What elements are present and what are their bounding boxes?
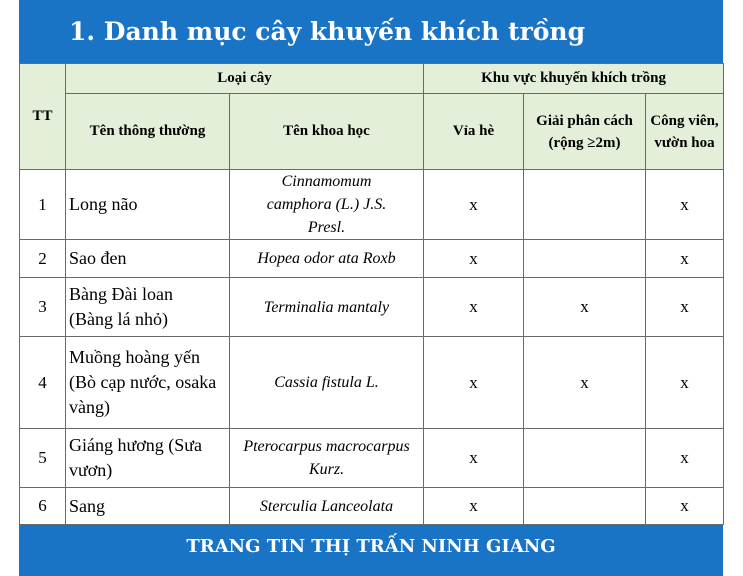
row-number: 4 — [20, 337, 66, 429]
giai-phan-cach-mark — [524, 240, 646, 278]
header-loai-cay: Loại cây — [66, 64, 424, 94]
page-title: 1. Danh mục cây khuyến khích trồng — [69, 17, 586, 46]
common-name: Bàng Đài loan (Bàng lá nhỏ) — [66, 278, 230, 337]
cong-vien-mark: x — [646, 488, 724, 525]
giai-phan-cach-mark: x — [524, 337, 646, 429]
giai-phan-cach-mark — [524, 170, 646, 240]
common-name: Giáng hương (Sưa vươn) — [66, 429, 230, 488]
row-number: 5 — [20, 429, 66, 488]
scientific-name: Pterocarpus macrocarpus Kurz. — [230, 429, 424, 488]
cong-vien-mark: x — [646, 170, 724, 240]
common-name: Sao đen — [66, 240, 230, 278]
row-number: 2 — [20, 240, 66, 278]
header-khu-vuc: Khu vực khuyến khích trồng — [424, 64, 724, 94]
cong-vien-mark: x — [646, 240, 724, 278]
scientific-name: Cassia fistula L. — [230, 337, 424, 429]
via-he-mark: x — [424, 170, 524, 240]
header-ten-thong-thuong: Tên thông thường — [66, 94, 230, 170]
via-he-mark: x — [424, 488, 524, 525]
via-he-mark: x — [424, 429, 524, 488]
giai-phan-cach-mark: x — [524, 278, 646, 337]
header-ten-khoa-hoc: Tên khoa học — [230, 94, 424, 170]
plant-table — [19, 63, 724, 525]
giai-phan-cach-mark — [524, 429, 646, 488]
table-row — [20, 240, 724, 278]
scientific-name: Cinnamomum camphora (L.) J.S. Presl. — [230, 170, 424, 240]
cong-vien-mark: x — [646, 278, 724, 337]
via-he-mark: x — [424, 278, 524, 337]
scientific-name: Sterculia Lanceolata — [230, 488, 424, 525]
scientific-name: Terminalia mantaly — [230, 278, 424, 337]
via-he-mark: x — [424, 337, 524, 429]
scientific-name: Hopea odor ata Roxb — [230, 240, 424, 278]
common-name: Sang — [66, 488, 230, 525]
header-tt: TT — [20, 64, 66, 170]
row-number: 1 — [20, 170, 66, 240]
common-name: Long não — [66, 170, 230, 240]
row-number: 3 — [20, 278, 66, 337]
cong-vien-mark: x — [646, 429, 724, 488]
common-name: Muồng hoàng yến (Bò cạp nước, osaka vàng) — [66, 337, 230, 429]
via-he-mark: x — [424, 240, 524, 278]
row-number: 6 — [20, 488, 66, 525]
cong-vien-mark: x — [646, 337, 724, 429]
footer-banner: TRANG TIN THỊ TRẤN NINH GIANG — [186, 536, 556, 557]
header-giai-phan-cach: Giải phân cách (rộng ≥2m) — [524, 94, 646, 170]
table-row — [20, 337, 724, 429]
table-row — [20, 429, 724, 488]
header-via-he: Vỉa hè — [424, 94, 524, 170]
document-frame — [19, 0, 723, 576]
table-row — [20, 170, 724, 240]
header-cong-vien: Công viên, vườn hoa — [646, 94, 724, 170]
table-row — [20, 278, 724, 337]
